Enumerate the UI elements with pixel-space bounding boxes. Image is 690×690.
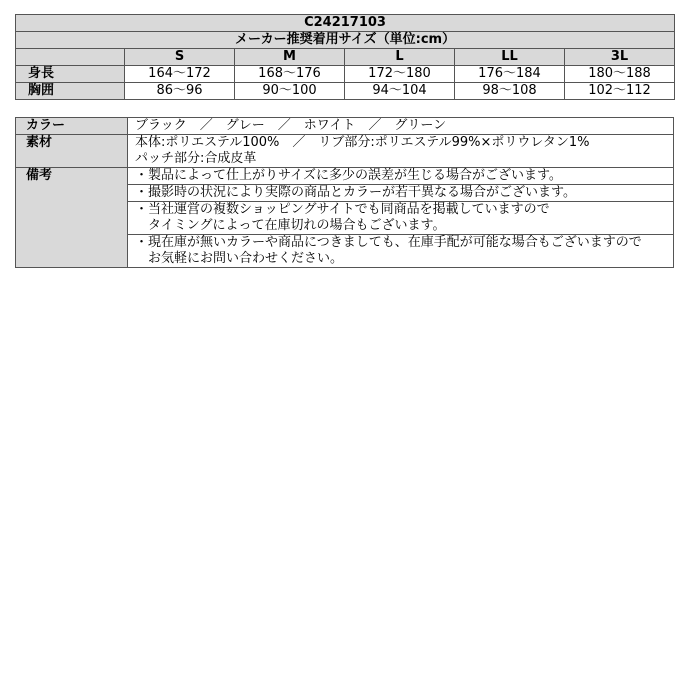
size-cell: 86～96 [125, 83, 235, 100]
material-line: 本体:ポリエステル100% ／ リブ部分:ポリエステル99%×ポリウレタン1% [135, 135, 590, 150]
note-item [128, 185, 674, 202]
color-text: ブラック ／ グレー ／ ホワイト ／ グリーン [135, 118, 447, 133]
size-cell: 102～112 [565, 83, 675, 100]
color-value [128, 118, 674, 135]
size-label: 3L [565, 49, 675, 66]
product-code: C24217103 [16, 15, 675, 32]
material-line: パッチ部分:合成皮革 [135, 151, 257, 166]
size-chart-table [15, 14, 675, 100]
note-item [128, 168, 674, 185]
size-label: LL [455, 49, 565, 66]
size-header-row [16, 49, 675, 66]
note-line: ・撮影時の状況により実際の商品とカラーが若干異なる場合がございます。 [135, 185, 576, 200]
note-line: タイミングによって在庫切れの場合もございます。 [135, 218, 446, 233]
size-cell: 98～108 [455, 83, 565, 100]
size-cell: 180～188 [565, 66, 675, 83]
size-cell: 90～100 [235, 83, 345, 100]
size-label: S [125, 49, 235, 66]
notes-label: 備考 [16, 168, 128, 268]
note-item [128, 202, 674, 235]
size-cell: 172～180 [345, 66, 455, 83]
size-label: M [235, 49, 345, 66]
height-row [16, 66, 675, 83]
size-chart-subtitle: メーカー推奨着用サイズ（単位:cm） [16, 32, 675, 49]
row-label-height: 身長 [16, 66, 125, 83]
note-item [128, 235, 674, 268]
color-label: カラー [16, 118, 128, 135]
size-label: L [345, 49, 455, 66]
size-cell: 94～104 [345, 83, 455, 100]
chest-row [16, 83, 675, 100]
material-row [16, 135, 674, 168]
note-line: ・現在庫が無いカラーや商品につきましても、在庫手配が可能な場合もございますので [135, 235, 642, 250]
size-cell: 164～172 [125, 66, 235, 83]
size-header-blank [16, 49, 125, 66]
row-label-chest: 胸囲 [16, 83, 125, 100]
notes-row-1 [16, 168, 674, 185]
size-cell: 168～176 [235, 66, 345, 83]
color-row [16, 118, 674, 135]
note-line: ・製品によって仕上がりサイズに多少の誤差が生じる場合がございます。 [135, 168, 562, 183]
note-line: お気軽にお問い合わせください。 [135, 251, 344, 266]
material-label: 素材 [16, 135, 128, 168]
material-value [128, 135, 674, 168]
size-cell: 176～184 [455, 66, 565, 83]
note-line: ・当社運営の複数ショッピングサイトでも同商品を掲載していますので [135, 202, 550, 217]
product-details-table [15, 117, 674, 268]
